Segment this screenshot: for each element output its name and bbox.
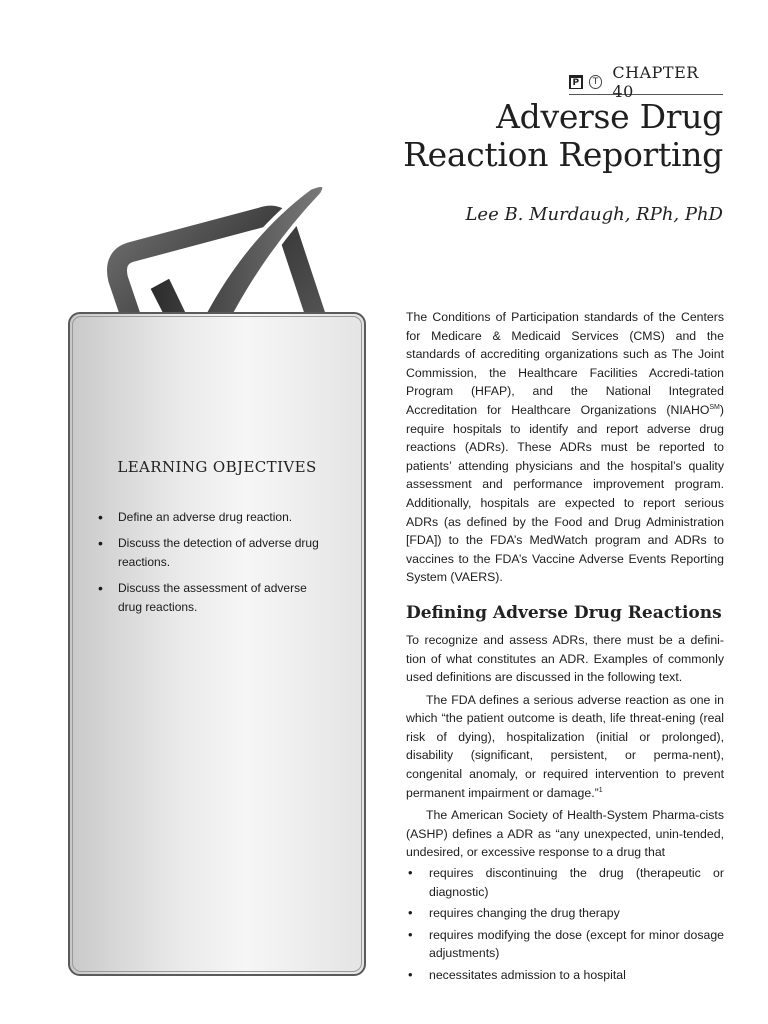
chapter-title [403, 98, 723, 174]
panel-inner-border [72, 316, 362, 972]
list-item: • requires discontinuing the drug (therapeutic or diagnostic) [406, 864, 724, 901]
learning-objectives-panel [68, 312, 366, 976]
learning-objectives-title: LEARNING OBJECTIVES [117, 458, 317, 476]
paragraph-fda: The FDA defines a serious adverse reaction as one in which “the patient outcome is death, life threat-ening (real risk of dying), hospitalization (initial or prolonged), disability (significant, persistent, or perma-nent), congenital anomaly, or required intervention to prevent permanent impairment or damage.”$^1$ [406, 692, 724, 800]
list-item: • Discuss the assessment of adverse drug reactions. [96, 579, 326, 617]
list-item: • necessitates admission to a hospital [406, 966, 724, 985]
list-item: • Define an adverse drug reaction. [96, 508, 326, 527]
paragraph-ashp: The American Society of Health-System Pharma-cists (ASHP) defines a ADR as “any unexpected, unin-tended, undesired, or excessive response to a drug that [406, 808, 724, 860]
list-item: • requires modifying the dose (except for minor dosage adjustments) [406, 926, 724, 963]
chapter-title-line-2: Reaction Reporting [403, 134, 723, 174]
learning-objectives-list [96, 508, 326, 624]
section-heading: Defining Adverse Drug Reactions [406, 602, 722, 623]
list-item: • requires changing the drug therapy [406, 904, 724, 923]
list-item: • Discuss the detection of adverse drug reactions. [96, 534, 326, 572]
author-name: Lee B. Murdaugh, RPh, PhD [465, 204, 723, 225]
chapter-label: CHAPTER 40 [612, 63, 699, 101]
paragraph-definition: To recognize and assess ADRs, there must be a defini-tion of what constitutes an ADR. Examples of commonly used definitions are discussed in the following text. [406, 632, 724, 685]
intro-paragraph: The Conditions of Participation standards of the Centers for Medicare & Medicaid Services (CMS) and the standards of accrediting organizations such as The Joint Commission, the Healthcare Facilities Accredi-tation Program (HFAP), and the National Integrated Accreditation for Healthcare Organizations (NIAHO℠) require hospitals to identify and report adverse drug reactions (ADRs). These ADRs must be reported to patients’ attending physicians and the hospital’s quality assessment and performance improvement program. Additionally, hospitals are expected to report serious ADRs (as defined by the Food and Drug Administration [FDA]) to the FDA’s MedWatch program and ADRs to vaccines to the FDA’s Vaccine Adverse Events Reporting System (VAERS). [406, 310, 724, 585]
chapter-title-line-1: Adverse Drug [496, 97, 723, 136]
chapter-header [569, 63, 723, 101]
tech-badge-icon: T [589, 75, 603, 89]
main-text-column [406, 308, 724, 988]
adr-criteria-list [406, 864, 724, 985]
print-badge-icon: P [569, 75, 583, 89]
